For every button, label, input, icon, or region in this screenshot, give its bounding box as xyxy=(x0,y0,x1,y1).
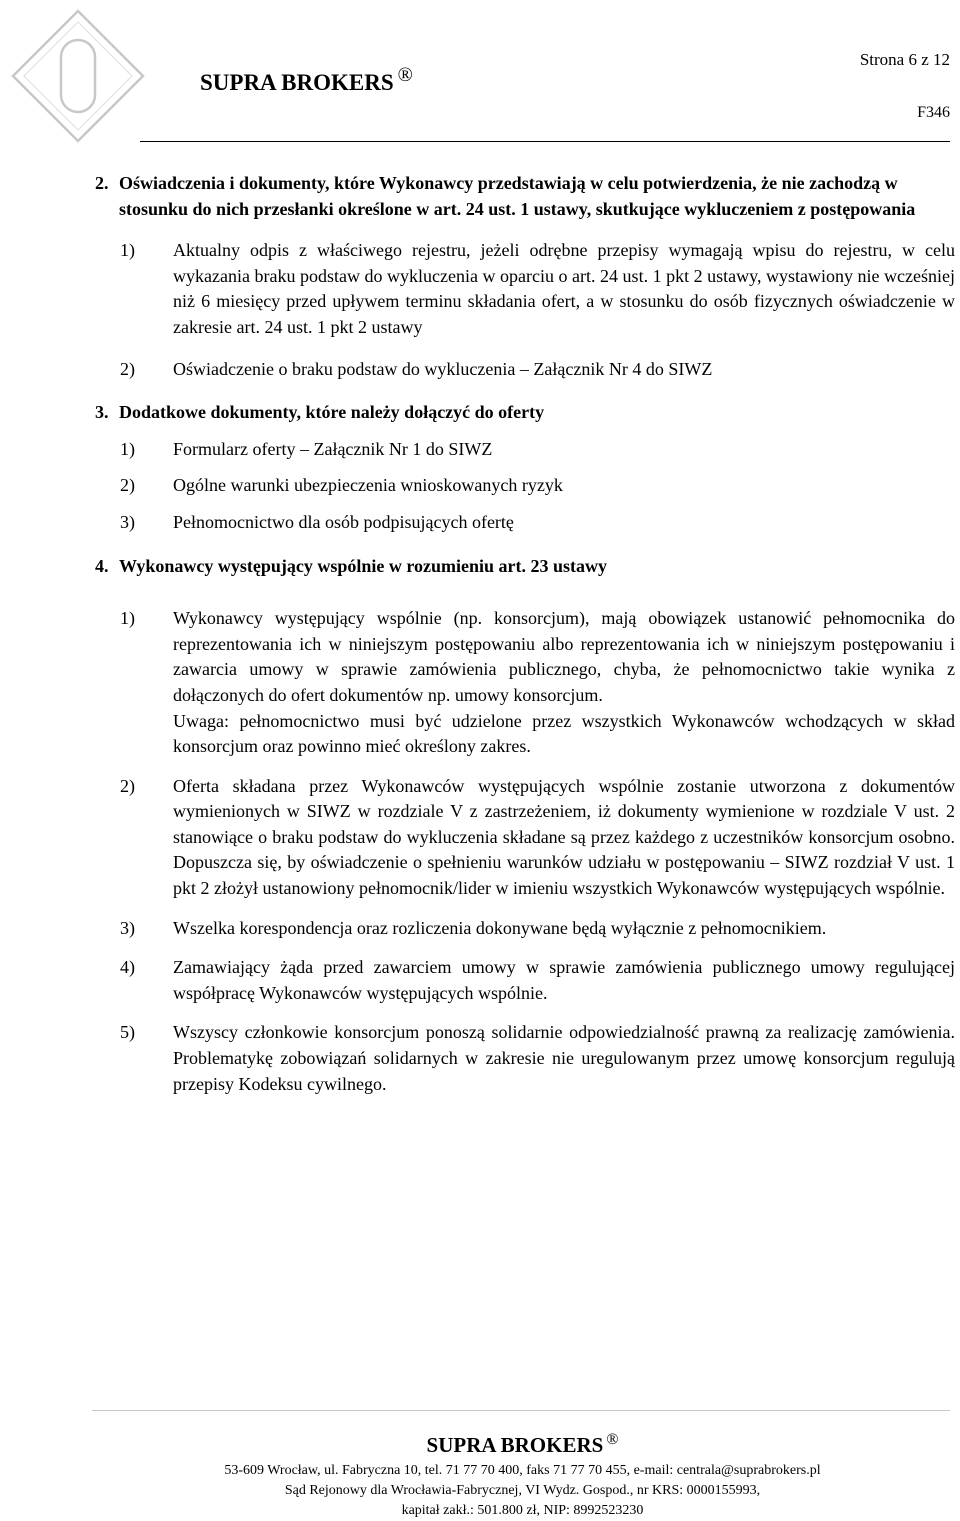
section-heading: Wykonawcy występujący wspólnie w rozumieniu art. 23 ustawy xyxy=(119,555,608,576)
section-4 xyxy=(95,554,955,1098)
list-item xyxy=(95,606,955,760)
footer-capital: kapitał zakł.: 501.800 zł, NIP: 8992523230 xyxy=(401,1503,644,1518)
item-text: Wszyscy członkowie konsorcjum ponoszą solidarnie odpowiedzialność prawną za realizację zamówienia. Problematykę zobowiązań solidarnych w zakresie nie uregulowanym przez umowę konsorcjum regulują przepisy Kodeksu cywilnego. xyxy=(173,1022,955,1094)
list-item xyxy=(95,473,955,499)
item-number: 3) xyxy=(120,511,135,532)
footer-divider xyxy=(92,1410,950,1411)
item-number: 4) xyxy=(120,957,135,978)
section-title xyxy=(95,171,955,222)
item-text: Zamawiający żąda przed zawarciem umowy w sprawie zamówienia publicznego umowy regulującej współpracę Wykonawców występujących wspólnie. xyxy=(173,957,955,1003)
item-number: 3) xyxy=(120,917,135,938)
section-3 xyxy=(95,400,955,535)
list-item xyxy=(95,1020,955,1097)
footer-brand-name: SUPRA BROKERS xyxy=(426,1433,604,1457)
list-item xyxy=(95,437,955,463)
page-number: Strona 6 z 12 xyxy=(859,50,950,69)
item-text: Aktualny odpis z właściwego rejestru, jeżeli odrębne przepisy wymagają wpisu do rejestru, w celu wykazania braku podstaw do wykluczenia w oparciu o art. 24 ust. 1 pkt 2 ustawy, wystawiony nie wcześniej niż 6 miesięcy przed upływem terminu składania ofert, a w stosunku do osób fizycznych oświadczenie w zakresie art. 24 ust. 1 pkt 2 ustawy xyxy=(173,240,955,337)
section-number: 2. xyxy=(95,173,109,193)
header-brand xyxy=(200,64,413,96)
section-heading: Oświadczenia i dokumenty, które Wykonawcy przedstawiają w celu potwierdzenia, że nie zachodzą w stosunku do nich przesłanki określone w art. 24 ust. 1 ustawy, skutkujące wykluczeniem z postępowania xyxy=(119,173,916,219)
section-2 xyxy=(95,171,955,382)
footer-registered-mark: ® xyxy=(606,1431,619,1448)
item-number: 2) xyxy=(120,358,135,379)
item-text: Wszelka korespondencja oraz rozliczenia dokonywane będą wyłącznie z pełnomocnikiem. xyxy=(173,917,827,938)
item-text: Wykonawcy występujący wspólnie (np. konsorcjum), mają obowiązek ustanowić pełnomocnika do reprezentowania ich w niniejszym postępowaniu albo reprezentowania ich w niniejszym postępowaniu i zawarcia umowy w sprawie zamówienia publicznego, chyba, że pełnomocnictwo takie wynika z dołączonych do ofert dokumentów np. umowy konsorcjum. xyxy=(173,608,955,705)
registered-mark: ® xyxy=(397,64,413,86)
item-number: 2) xyxy=(120,775,135,796)
list-item xyxy=(95,510,955,536)
item-text-wrapper xyxy=(173,606,955,760)
company-logo xyxy=(10,8,146,144)
list-item xyxy=(95,774,955,902)
section-number: 3. xyxy=(95,402,109,423)
item-number: 1) xyxy=(120,438,135,459)
page-footer xyxy=(0,1432,960,1521)
section-heading: Dodatkowe dokumenty, które należy dołączyć do oferty xyxy=(119,402,545,423)
item-note: Uwaga: pełnomocnictwo musi być udzielone przez wszystkich Wykonawców wchodzących w skład konsorcjum oraz powinno mieć określony zakres. xyxy=(173,710,955,757)
section-number: 4. xyxy=(95,555,109,576)
footer-brand xyxy=(0,1432,960,1461)
section-title xyxy=(95,554,955,580)
document-body xyxy=(95,171,955,1097)
header-divider xyxy=(140,141,950,142)
item-text: Oświadczenie o braku podstaw do wykluczenia – Załącznik Nr 4 do SIWZ xyxy=(173,358,713,379)
item-number: 1) xyxy=(120,240,135,261)
list-item xyxy=(95,357,955,383)
footer-court: Sąd Rejonowy dla Wrocławia-Fabrycznej, VI Wydz. Gospod., nr KRS: 0000155993, xyxy=(284,1483,761,1498)
list-item xyxy=(95,955,955,1006)
list-item xyxy=(95,916,955,942)
header-brand-name: SUPRA BROKERS xyxy=(200,70,394,95)
item-number: 2) xyxy=(120,475,135,496)
footer-address: 53-609 Wrocław, ul. Fabryczna 10, tel. 71 77 70 400, faks 71 77 70 455, e-mail: centrala@suprabrokers.pl xyxy=(224,1463,821,1478)
item-text: Formularz oferty – Załącznik Nr 1 do SIWZ xyxy=(173,438,493,459)
section-title xyxy=(95,400,955,426)
item-text: Oferta składana przez Wykonawców występujących wspólnie zostanie utworzona z dokumentów wymienionych w SIWZ w rozdziale V z zastrzeżeniem, iż dokumenty wymienione w rozdziale V ust. 2 stanowiące o braku podstaw do wykluczenia składane są przez każdego z uczestników konsorcjum osobno. Dopuszcza się, by oświadczenie o spełnieniu warunków udziału w postępowaniu – SIWZ rozdział V ust. 1 pkt 2 złożył ustanowiony pełnomocnik/lider w imieniu wszystkich Wykonawców występujących wspólnie. xyxy=(173,775,955,899)
list-item xyxy=(95,238,955,340)
document-code: F346 xyxy=(917,104,950,121)
item-number: 5) xyxy=(120,1022,135,1043)
item-text: Pełnomocnictwo dla osób podpisujących ofertę xyxy=(173,511,514,532)
item-text: Ogólne warunki ubezpieczenia wnioskowanych ryzyk xyxy=(173,475,563,496)
item-number: 1) xyxy=(120,608,135,629)
